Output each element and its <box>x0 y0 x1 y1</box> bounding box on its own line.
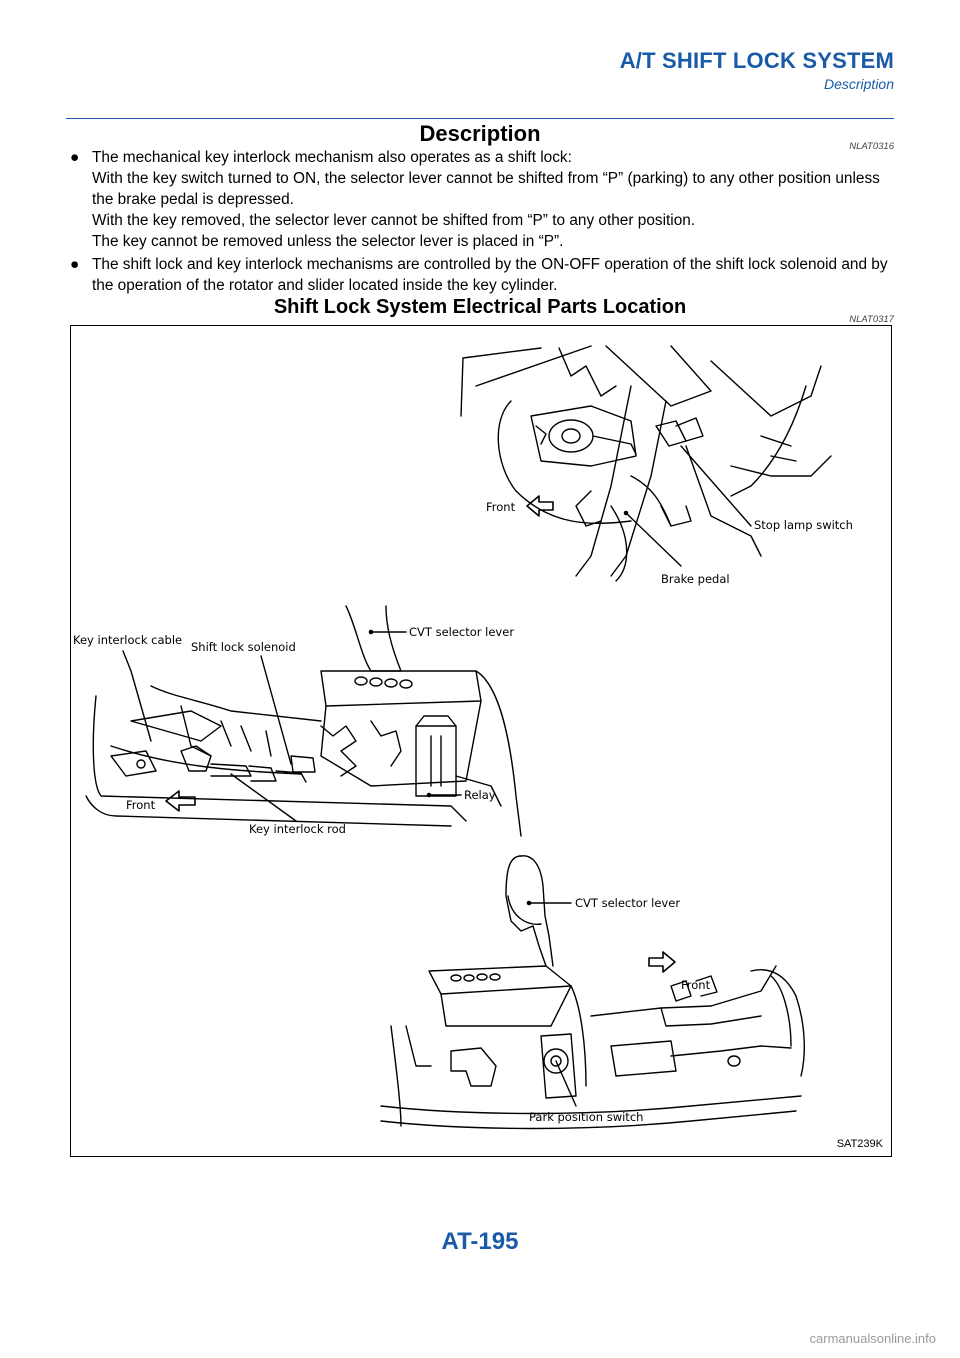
section-description-heading <box>66 121 894 152</box>
leader-stop-lamp-switch <box>681 446 751 526</box>
leader-key-interlock-cable <box>123 651 151 741</box>
leader-dot <box>624 511 627 514</box>
label-key-interlock-rod: Key interlock rod <box>249 822 346 836</box>
bullet-icon: ● <box>70 256 80 273</box>
front-arrow-icon <box>166 791 195 811</box>
leader-brake-pedal <box>626 513 681 566</box>
label-key-interlock-cable: Key interlock cable <box>73 633 183 647</box>
bullet-line: The mechanical key interlock mechanism also operates as a shift lock: <box>92 149 572 166</box>
front-arrow-icon <box>527 496 553 516</box>
parts-location-figure <box>70 325 892 1157</box>
leader-shift-lock-solenoid <box>261 656 291 764</box>
label-brake-pedal: Brake pedal <box>661 572 730 586</box>
label-cvt-selector-lever: CVT selector lever <box>409 625 515 639</box>
label-front: Front <box>126 798 156 812</box>
leader-dot <box>427 793 430 796</box>
bullet-item <box>70 147 894 252</box>
page-number: AT-195 <box>441 1228 519 1255</box>
bullet-item <box>70 254 894 296</box>
chapter-subtitle: Description <box>823 76 894 92</box>
leader-dot <box>527 901 530 904</box>
label-shift-lock-solenoid: Shift lock solenoid <box>191 640 296 654</box>
bullet-line: With the key switch turned to ON, the selector lever cannot be shifted from “P” (parking) to any other position unless the brake pedal is depressed. <box>92 170 880 208</box>
bullet-line: The shift lock and key interlock mechanisms are controlled by the ON-OFF operation of the shift lock solenoid and by the operation of the rotator and slider located inside the key cylinder. <box>92 256 888 294</box>
section-parts-location-heading <box>66 296 894 325</box>
section-code: NLAT0316 <box>849 141 894 152</box>
label-relay: Relay <box>464 788 496 802</box>
bullet-line: The key cannot be removed unless the selector lever is placed in “P”. <box>92 233 564 250</box>
leader-dot <box>369 630 372 633</box>
page-header <box>620 48 894 94</box>
bullet-line: With the key removed, the selector lever cannot be shifted from “P” to any other position. <box>92 212 696 229</box>
section-code: NLAT0317 <box>849 314 894 325</box>
brake-pedal-illustration <box>461 346 831 581</box>
section-title: Description <box>419 121 541 146</box>
description-body <box>70 147 894 298</box>
label-park-position-switch: Park position switch <box>529 1110 644 1124</box>
chapter-title: A/T SHIFT LOCK SYSTEM <box>619 48 894 73</box>
label-stop-lamp-switch: Stop lamp switch <box>754 518 853 532</box>
watermark: carmanualsonline.info <box>809 1331 936 1346</box>
label-front: Front <box>486 500 516 514</box>
header-divider <box>66 118 894 119</box>
parts-illustration <box>71 326 891 1156</box>
label-cvt-selector-lever: CVT selector lever <box>575 896 681 910</box>
figure-id: SAT239K <box>836 1138 883 1150</box>
label-front: Front <box>681 978 711 992</box>
section-title: Shift Lock System Electrical Parts Location <box>273 296 687 318</box>
bullet-icon: ● <box>70 149 80 166</box>
front-arrow-icon <box>649 952 675 972</box>
